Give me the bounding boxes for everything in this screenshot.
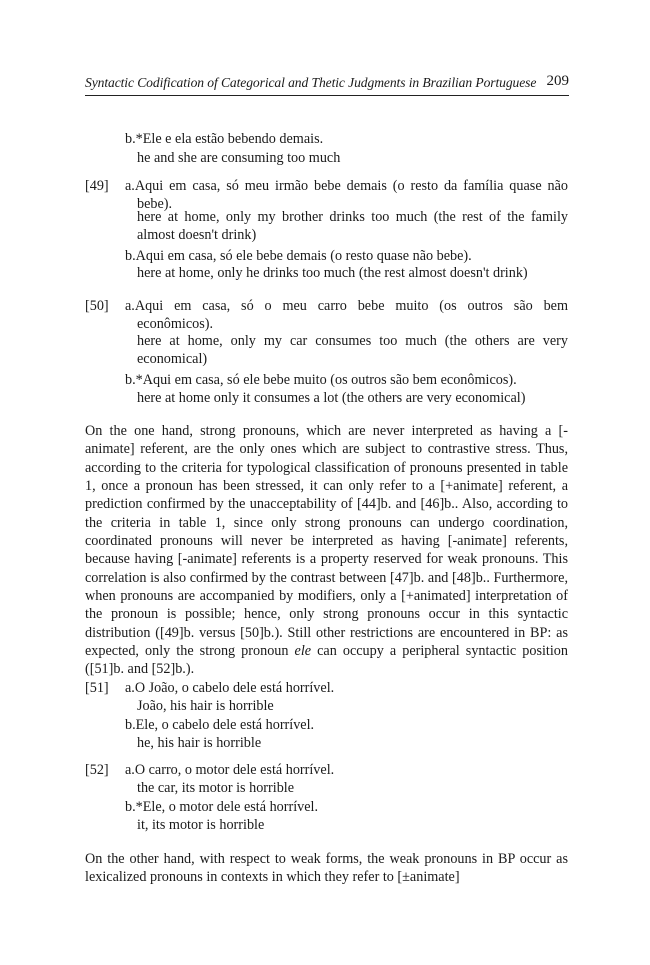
example-51b-portuguese: b.Ele, o cabelo dele está horrível. [125, 717, 315, 733]
example-49b-portuguese: b.Aqui em casa, só ele bebe demais (o resto quase não bebe). [125, 248, 472, 264]
example-52a-gloss: the car, its motor is horrible [137, 780, 295, 796]
paragraph-1-text-end: can occupy a peripheral syntactic position ([51]b. and [52]b.). [85, 643, 568, 678]
example-48b-portuguese: b.*Ele e ela estão bebendo demais. [125, 131, 324, 147]
paragraph-1-text: On the one hand, strong pronouns, which are never interpreted as having a [-animate] referent, are the only ones which are subject to contrastive stress. Thus, according to the criteria for typological classification of pronouns presented in table 1, once a pronoun has been stressed, it can only refer to a [+animate] referent, a prediction confirmed by the unacceptability of [44]b. and [46]b.. Also, according to the criteria in table 1, since only strong pronouns can undergo coordination, coordinated pronouns will never be interpreted as having [-animate] referents, because having [-animate] referents is a property reserved for weak pronouns. This correlation is also confirmed by the contrast between [47]b. and [48]b.. Furthermore, when pronouns are accompanied by modifiers, only a [+animated] interpretation of the pronoun is possible; hence, only strong pronouns occur in this syntactic distribution ([49]b. versus [50]b.). Still other restrictions are encountered in BP: as expected, only the strong pronoun [85, 423, 568, 660]
example-52b-portuguese: b.*Ele, o motor dele está horrível. [125, 799, 319, 815]
example-50a-portuguese: a.Aqui em casa, só o meu carro bebe muito (os outros são bem [125, 298, 568, 314]
example-51-number: [51] [85, 680, 109, 696]
example-48b-gloss: he and she are consuming too much [137, 150, 341, 166]
example-50b-portuguese: b.*Aqui em casa, só ele bebe muito (os outros são bem econômicos). [125, 372, 517, 388]
running-title: Syntactic Codification of Categorical and Thetic Judgments in Brazilian Portuguese [85, 75, 537, 90]
example-50a-portuguese-cont: econômicos). [137, 316, 214, 332]
example-50b-gloss: here at home only it consumes a lot (the others are very economical) [137, 390, 526, 406]
example-49b-gloss: here at home, only he drinks too much (the rest almost doesn't drink) [137, 265, 528, 281]
page-number: 209 [546, 73, 569, 89]
body-paragraph-2: On the other hand, with respect to weak forms, the weak pronouns in BP occur as lexicalized pronouns in contexts in which they refer to [±animate] [85, 851, 568, 886]
running-header [85, 73, 569, 96]
example-52a-portuguese: a.O carro, o motor dele está horrível. [125, 762, 335, 778]
example-49a-gloss-cont: almost doesn't drink) [137, 227, 257, 243]
example-49a-portuguese: a.Aqui em casa, só meu irmão bebe demais (o resto da família quase não [125, 178, 568, 194]
example-52-number: [52] [85, 762, 109, 778]
example-52b-gloss: it, its motor is horrible [137, 817, 265, 833]
example-49-number: [49] [85, 178, 109, 194]
example-50a-gloss: here at home, only my car consumes too much (the others are very [137, 333, 568, 349]
example-49a-gloss: here at home, only my brother drinks too much (the rest of the family [137, 209, 568, 225]
example-50a-gloss-cont: economical) [137, 351, 208, 367]
example-51a-gloss: João, his hair is horrible [137, 698, 274, 714]
example-49a-portuguese-cont: bebe). [137, 196, 173, 212]
example-51a-portuguese: a.O João, o cabelo dele está horrível. [125, 680, 335, 696]
body-paragraph-1 [85, 422, 568, 679]
italic-term-ele: ele [294, 643, 312, 660]
example-50-number: [50] [85, 298, 109, 314]
example-51b-gloss: he, his hair is horrible [137, 735, 262, 751]
